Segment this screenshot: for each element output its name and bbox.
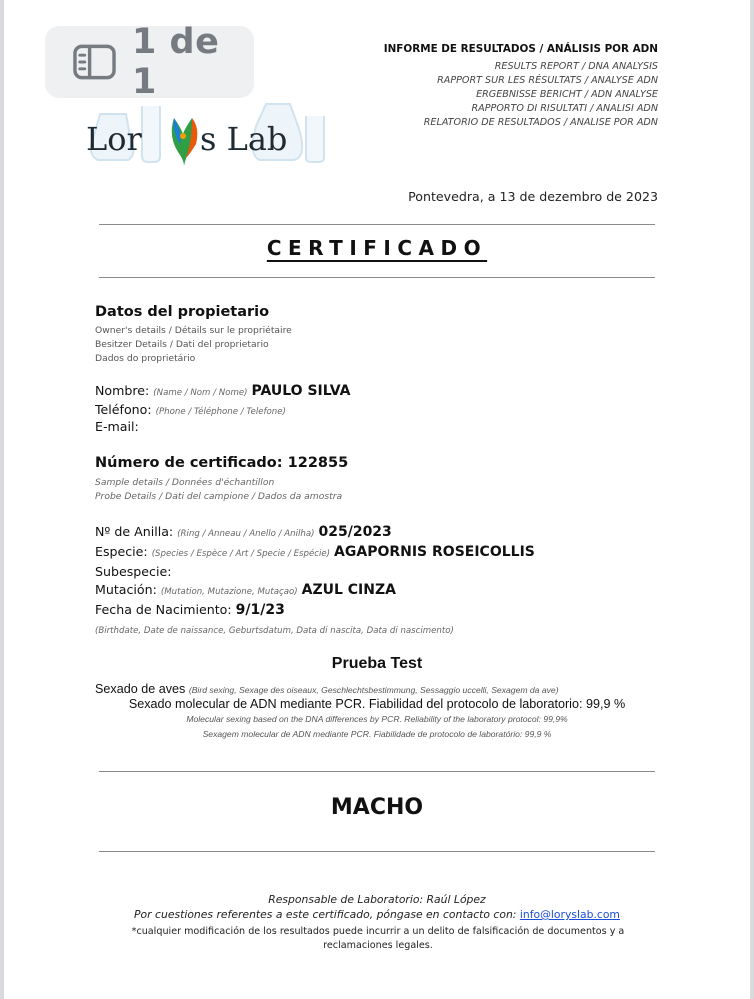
header-line-it: RAPPORTO DI RISULTATI / ANALISI ADN bbox=[471, 103, 658, 114]
name-label: Nombre: bbox=[95, 383, 150, 398]
page-indicator[interactable] bbox=[45, 22, 254, 102]
report-header bbox=[384, 42, 658, 130]
sexing-translation: (Bird sexing, Sexage des oiseaux, Geschlechtsbestimmung, Sessaggio uccelli, Sexagem da ave) bbox=[188, 685, 559, 695]
test-heading: Prueba Test bbox=[331, 655, 423, 672]
lab-responsible: Responsable de Laboratorio: Raúl López bbox=[268, 893, 486, 906]
ring-row bbox=[95, 524, 392, 540]
divider bbox=[99, 277, 655, 278]
species-value: AGAPORNIS ROSEICOLLIS bbox=[334, 544, 535, 560]
species-row bbox=[95, 544, 535, 560]
logo-text-left: Lor bbox=[86, 120, 142, 158]
ring-value: 025/2023 bbox=[318, 524, 392, 540]
ring-label: Nº de Anilla: bbox=[95, 524, 174, 539]
report-date: Pontevedra, a 13 de dezembro de 2023 bbox=[408, 189, 658, 204]
contact-text: Por cuestiones referentes a este certificado, póngase en contacto con: bbox=[134, 908, 517, 921]
owner-heading: Datos del propietario bbox=[95, 304, 270, 320]
sexing-row bbox=[95, 682, 559, 696]
page-count-text: 1 de 1 bbox=[131, 22, 220, 102]
phone-label: Teléfono: bbox=[95, 402, 152, 417]
lorys-lab-logo bbox=[80, 96, 330, 166]
mutation-value: AZUL CINZA bbox=[301, 582, 396, 598]
divider bbox=[99, 224, 655, 225]
species-translation: (Species / Espèce / Art / Specie / Espécie) bbox=[151, 549, 331, 559]
subspecies-label: Subespecie: bbox=[95, 564, 172, 579]
protocol-text-pt: Sexagem molecular de ADN mediante PCR. Fiabilidade de protocolo de laboratório: 99,9 % bbox=[202, 729, 552, 739]
divider bbox=[99, 771, 655, 772]
birthdate-translation: (Birthdate, Date de naissance, Geburtsdatum, Data di nascita, Data di nascimento) bbox=[95, 626, 454, 636]
birthdate-label: Fecha de Nacimiento: bbox=[95, 602, 232, 617]
owner-translation-line: Dados do proprietário bbox=[95, 353, 196, 364]
ring-translation: (Ring / Anneau / Anello / Anilha) bbox=[177, 529, 315, 539]
certificate-title: CERTIFICADO bbox=[266, 236, 488, 260]
parrot-icon bbox=[172, 118, 198, 166]
subspecies-row bbox=[95, 564, 171, 579]
owner-translation-line: Owner's details / Détails sur le propriétaire bbox=[95, 325, 292, 336]
birthdate-translation-row bbox=[95, 621, 454, 636]
birthdate-value: 9/1/23 bbox=[235, 602, 285, 618]
species-label: Especie: bbox=[95, 544, 148, 559]
certificate-number-value: 122855 bbox=[287, 455, 349, 471]
sample-translation-line: Sample details / Données d'échantillon bbox=[95, 477, 275, 488]
owner-email-row bbox=[95, 419, 139, 434]
right-page-edge bbox=[750, 0, 754, 999]
sidebar-icon bbox=[73, 44, 116, 80]
sample-translations bbox=[95, 476, 342, 504]
protocol-text: Sexado molecular de ADN mediante PCR. Fiabilidad del protocolo de laboratorio: 99,9 % bbox=[128, 697, 626, 711]
header-line-fr: RAPPORT SUR LES RÉSULTATS / ANALYSE ADN bbox=[437, 75, 658, 86]
disclaimer bbox=[118, 925, 638, 953]
mutation-label: Mutación: bbox=[95, 582, 157, 597]
mutation-translation: (Mutation, Mutazione, Mutaçao) bbox=[160, 587, 298, 597]
certificate-number bbox=[95, 455, 348, 471]
header-line-de: ERGEBNISSE BERICHT / ADN ANALYSE bbox=[476, 89, 658, 100]
result-text: MACHO bbox=[330, 795, 424, 820]
owner-name-row bbox=[95, 383, 350, 399]
email-label: E-mail: bbox=[95, 419, 139, 434]
divider bbox=[99, 851, 655, 852]
birthdate-row bbox=[95, 602, 285, 618]
owner-name-value: PAULO SILVA bbox=[251, 383, 351, 399]
owner-translation-line: Besitzer Details / Dati del proprietario bbox=[95, 339, 269, 350]
certificate-number-label: Número de certificado: bbox=[95, 455, 283, 471]
phone-translation: (Phone / Téléphone / Telefone) bbox=[155, 407, 286, 417]
sample-translation-line: Probe Details / Dati del campione / Dados da amostra bbox=[95, 491, 343, 502]
owner-translations bbox=[95, 324, 292, 366]
header-line-en: RESULTS REPORT / DNA ANALYSIS bbox=[494, 61, 658, 72]
name-translation: (Name / Nom / Nome) bbox=[153, 388, 248, 398]
sexing-label: Sexado de aves bbox=[95, 682, 186, 696]
mutation-row bbox=[95, 582, 396, 598]
protocol-text-en: Molecular sexing based on the DNA differences by PCR. Reliability of the laboratory protocol: 99,9% bbox=[186, 714, 568, 724]
contact-email-link[interactable]: info@loryslab.com bbox=[519, 908, 620, 921]
logo-text-right: s Lab bbox=[200, 120, 288, 158]
contact-line bbox=[0, 908, 754, 921]
disclaimer-text: *cualquier modificación de los resultados puede incurrir a un delito de falsificación de documentos y a reclamaciones legales. bbox=[131, 926, 625, 951]
report-title: INFORME DE RESULTADOS / ANÁLISIS POR ADN bbox=[383, 43, 658, 55]
owner-phone-row bbox=[95, 402, 286, 417]
header-line-pt: RELATORIO DE RESULTADOS / ANALISE POR ADN bbox=[423, 117, 658, 128]
